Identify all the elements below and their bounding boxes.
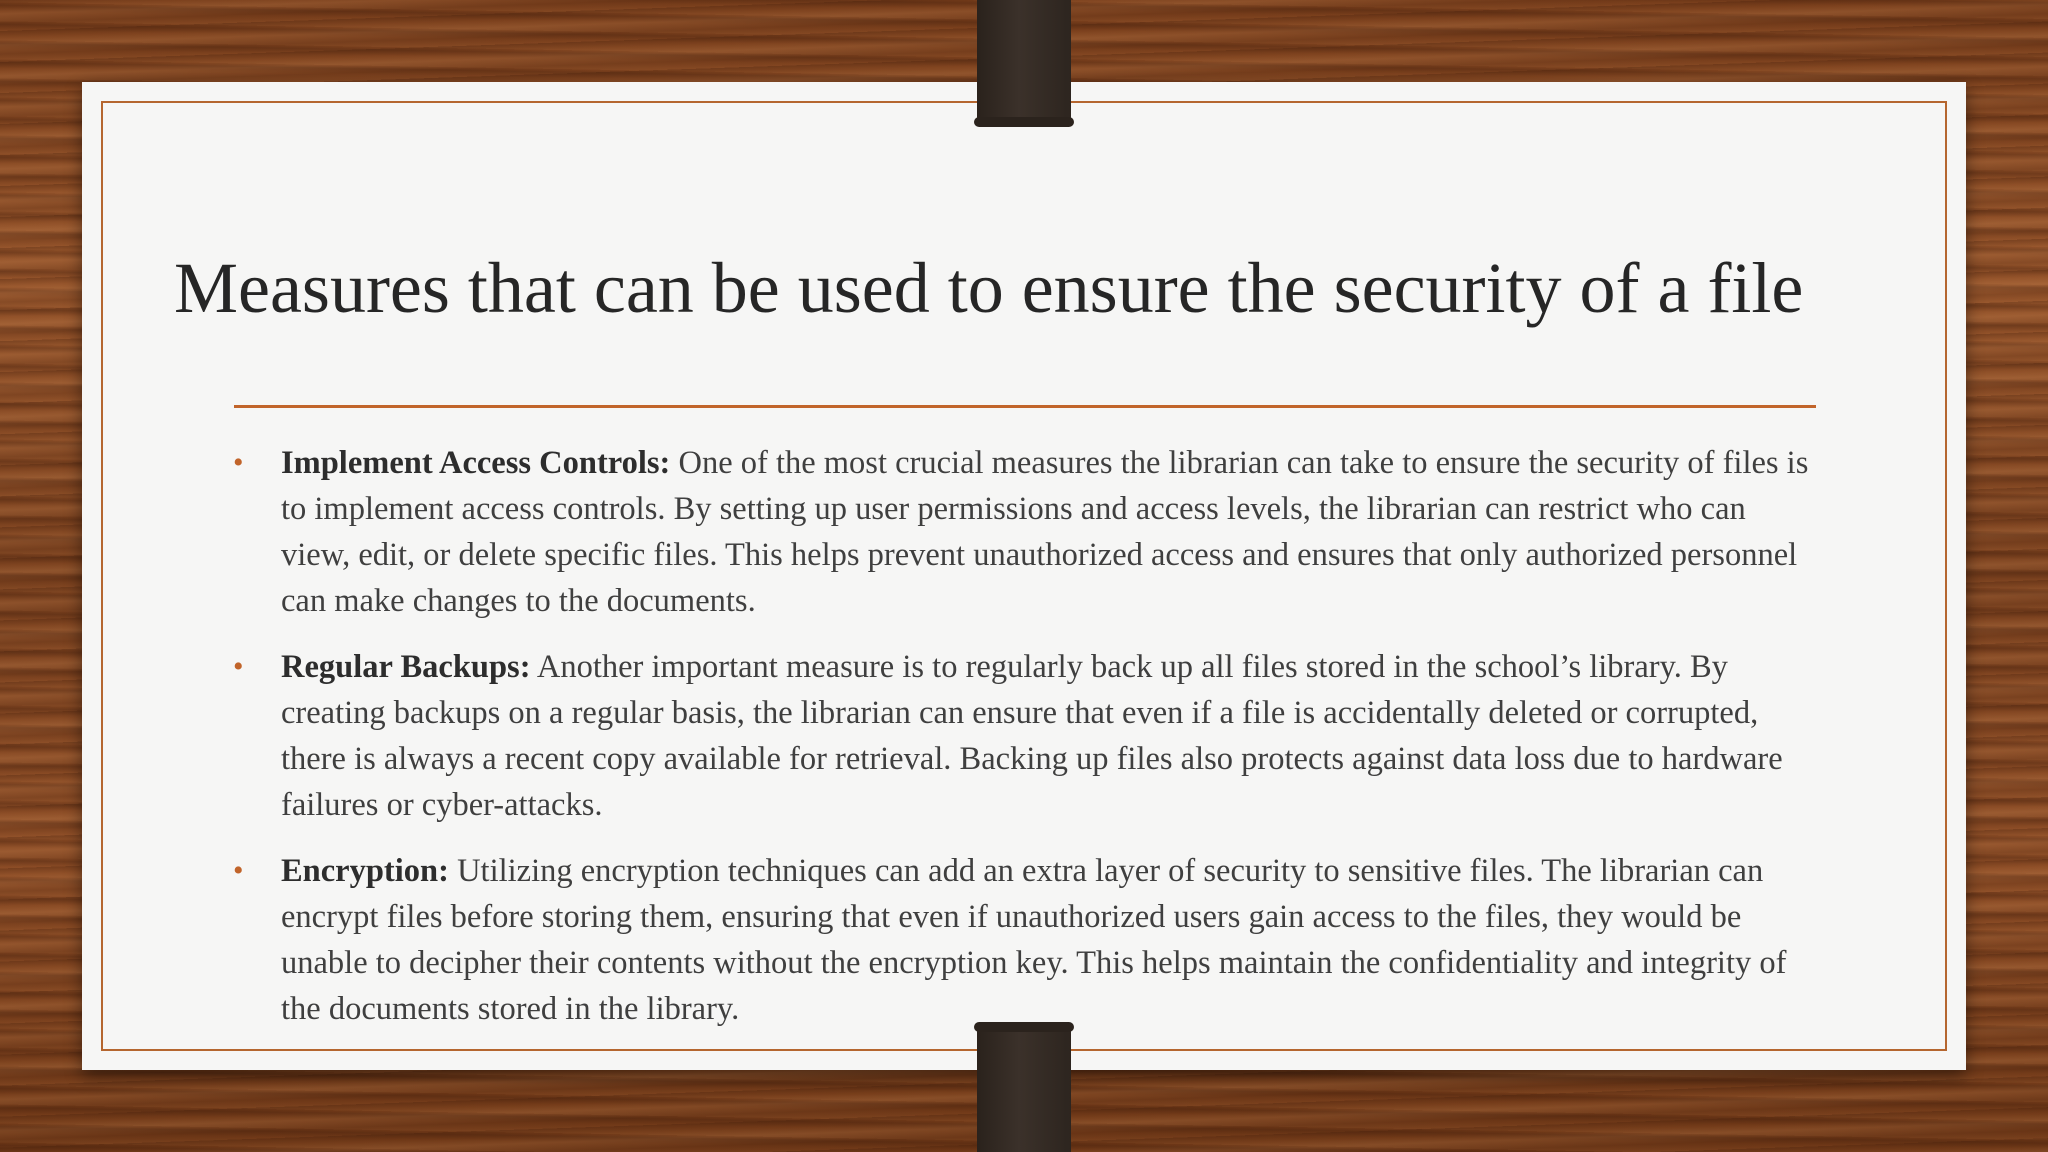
bullet-text: Another important measure is to regularly back up all files stored in the school’s library. By creating backups on a regular basis, the librarian can ensure that even if a file is accidentally deleted or corrupted, there is always a recent copy available for retrieval. Backing up files also protects against data loss due to hardware failures or cyber-attacks. bbox=[281, 649, 1783, 823]
bullet-label: Regular Backups: bbox=[281, 649, 531, 685]
top-strap bbox=[977, 0, 1071, 125]
bullet-label: Implement Access Controls: bbox=[281, 445, 671, 481]
bullet-dot-icon: • bbox=[233, 650, 244, 683]
bullet-dot-icon: • bbox=[233, 854, 244, 887]
bullet-text: Utilizing encryption techniques can add an extra layer of security to sensitive files. The librarian can encrypt files before storing them, ensuring that even if unauthorized users gain access to the files, they would be unable to decipher their contents without the encryption key. This helps maintain the confidentiality and integrity of the documents stored in the library. bbox=[281, 853, 1787, 1027]
title-divider bbox=[234, 405, 1816, 408]
slide-title: Measures that can be used to ensure the security of a file bbox=[174, 248, 1804, 328]
bullet-dot-icon: • bbox=[233, 446, 244, 479]
bullet-item-access-controls bbox=[233, 440, 1821, 624]
bullet-item-regular-backups bbox=[233, 644, 1821, 828]
bullet-label: Encryption: bbox=[281, 853, 449, 889]
bottom-strap bbox=[977, 1024, 1071, 1152]
bullet-text: One of the most crucial measures the librarian can take to ensure the security of files is to implement access controls. By setting up user permissions and access levels, the librarian can restrict who can view, edit, or delete specific files. This helps prevent unauthorized access and ensures that only authorized personnel can make changes to the documents. bbox=[281, 445, 1809, 619]
bullet-item-encryption bbox=[233, 848, 1821, 1032]
bullet-list bbox=[233, 440, 1821, 1052]
